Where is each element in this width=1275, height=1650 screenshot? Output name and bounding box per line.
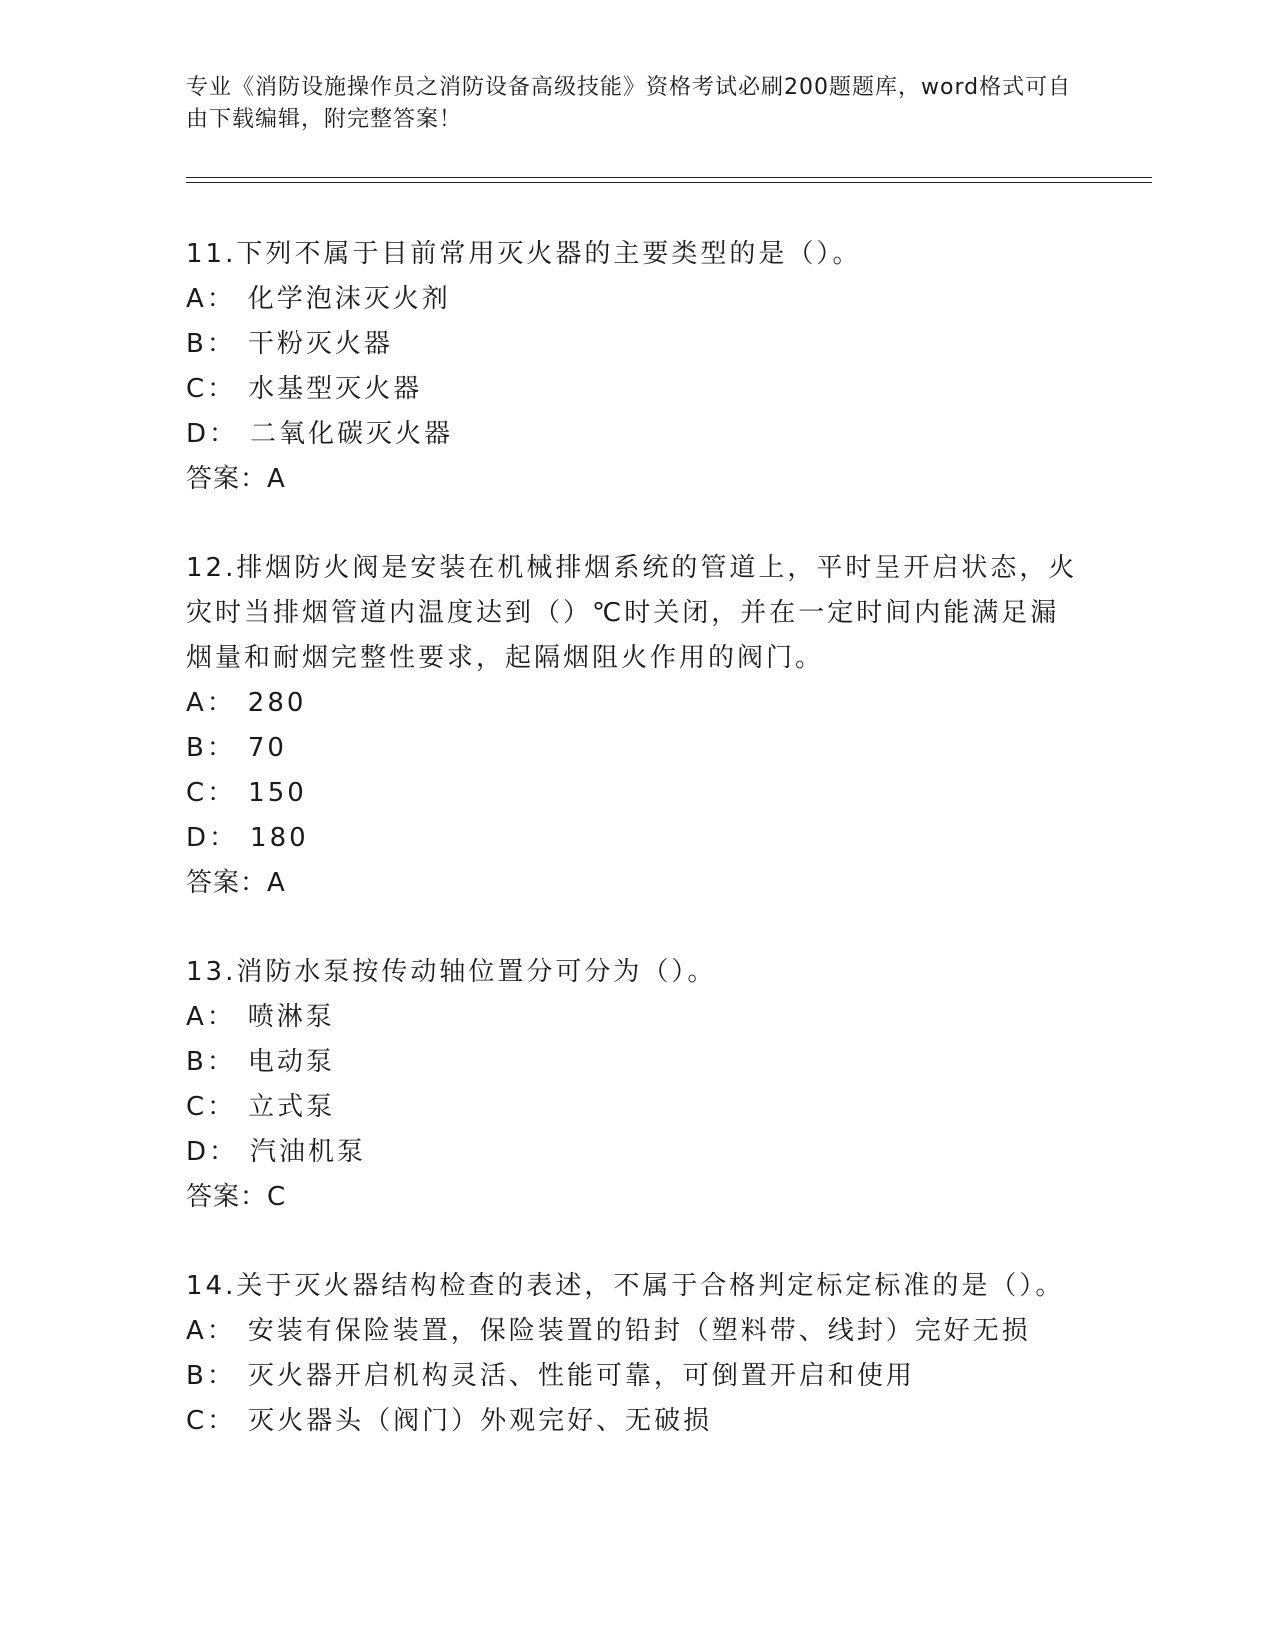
option-text: 喷淋泵 [247,1002,335,1032]
option-key: C： [186,1092,237,1122]
option-d [186,816,1086,861]
question-list [186,232,1086,1488]
option-text: 280 [247,688,307,718]
option-text: 灭火器开启机构灵活、性能可靠，可倒置开启和使用 [247,1361,915,1391]
option-c [186,1085,1086,1130]
answer-line: 答案：A [186,464,286,494]
option-text: 180 [250,823,309,853]
question-stem: 14.关于灭火器结构检查的表述，不属于合格判定标定标准的是（）。 [186,1271,1065,1301]
question-11 [186,232,1086,502]
question-14 [186,1264,1086,1444]
option-a [186,1309,1086,1354]
option-key: D： [186,419,239,449]
option-b [186,726,1086,771]
option-c [186,367,1086,412]
question-stem: 11.下列不属于目前常用灭火器的主要类型的是（）。 [186,239,862,269]
option-text: 70 [247,733,287,763]
header-divider-bottom [186,182,1152,183]
answer-line: 答案：A [186,868,286,898]
option-text: 安装有保险装置，保险装置的铅封（塑料带、线封）完好无损 [247,1316,1031,1346]
header-text: 专业《消防设施操作员之消防设备高级技能》资格考试必刷200题题库，word格式可自由下载编辑，附完整答案！ [186,75,1072,132]
option-key: D： [186,1137,239,1167]
header-divider-top [186,177,1152,178]
question-13 [186,950,1086,1220]
option-text: 汽油机泵 [250,1137,367,1167]
option-text: 灭火器头（阀门）外观完好、无破损 [248,1406,713,1436]
option-text: 150 [248,778,307,808]
option-key: A： [186,1316,236,1346]
option-key: B： [186,1047,236,1077]
option-text: 化学泡沫灭火剂 [247,284,451,314]
option-key: A： [186,688,236,718]
option-text: 电动泵 [247,1047,335,1077]
option-key: A： [186,284,236,314]
option-key: C： [186,778,237,808]
option-c [186,1399,1086,1444]
answer-line: 答案：C [186,1182,287,1212]
option-text: 二氧化碳灭火器 [250,419,454,449]
question-12 [186,546,1086,906]
option-key: B： [186,329,236,359]
option-b [186,322,1086,367]
option-key: C： [186,374,237,404]
option-d [186,1130,1086,1175]
question-stem: 12.排烟防火阀是安装在机械排烟系统的管道上，平时呈开启状态，火灾时当排烟管道内温度达到（）℃时关闭，并在一定时间内能满足漏烟量和耐烟完整性要求，起隔烟阻火作用的阀门。 [186,553,1078,673]
option-key: B： [186,733,236,763]
option-a [186,277,1086,322]
option-text: 水基型灭火器 [248,374,423,404]
option-key: D： [186,823,239,853]
option-key: B： [186,1361,236,1391]
option-a [186,995,1086,1040]
document-header [186,72,1076,136]
option-key: C： [186,1406,237,1436]
question-stem: 13.消防水泵按传动轴位置分可分为（）。 [186,957,717,987]
option-text: 立式泵 [248,1092,336,1122]
option-key: A： [186,1002,236,1032]
option-d [186,412,1086,457]
option-text: 干粉灭火器 [247,329,393,359]
option-b [186,1354,1086,1399]
option-a [186,681,1086,726]
option-c [186,771,1086,816]
option-b [186,1040,1086,1085]
